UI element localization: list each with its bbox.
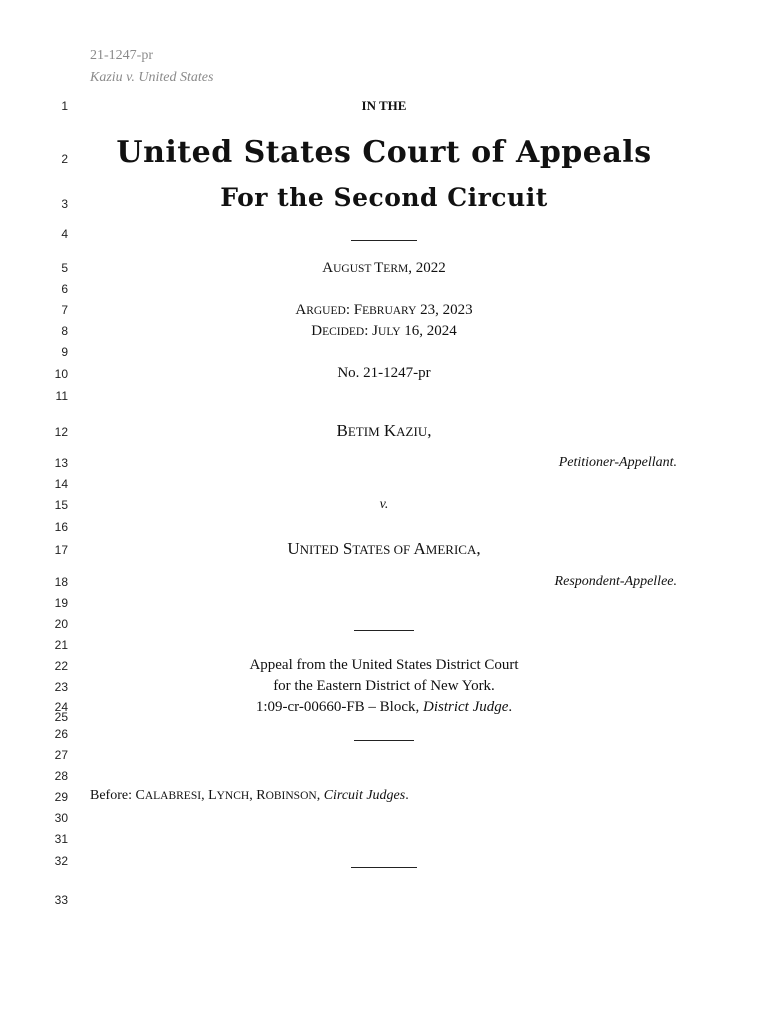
term-line (90, 259, 678, 277)
in-the-label: IN THE (361, 98, 407, 113)
decided-date (90, 322, 678, 340)
line-number: 7 (61, 303, 68, 317)
petitioner-initial: K (379, 421, 397, 440)
district-case-number: 1:09-cr-00660-FB – Block, (255, 699, 424, 715)
line-number: 17 (54, 543, 68, 557)
line-number: 26 (54, 727, 68, 741)
line-number: 6 (61, 282, 68, 296)
line-number: 20 (54, 617, 68, 631)
line-number: 27 (54, 748, 68, 762)
decided-value: 16, 2024 (400, 323, 457, 339)
term-initial: T (374, 260, 384, 276)
running-header-docket: 21-1247-pr (90, 48, 153, 63)
line-number: 9 (61, 345, 68, 359)
respondent-comma: , (476, 539, 481, 558)
petitioner-role: Petitioner-Appellant. (558, 455, 677, 470)
judge-initial: , L (201, 788, 217, 803)
appeal-period: . (508, 699, 513, 715)
panel-period: . (405, 788, 409, 803)
term-text: ERM (383, 263, 409, 275)
argued-initial: A (295, 302, 307, 318)
term-text: UGUST (333, 263, 375, 275)
appeal-line-1: Appeal from the United States District Court (249, 657, 519, 673)
line-number: 11 (55, 389, 68, 403)
term-initial: A (322, 260, 334, 276)
line-number: 21 (54, 638, 68, 652)
circuit-judges-title: Circuit Judges (323, 788, 406, 803)
line-number: 25 (54, 710, 68, 724)
line-number: 5 (61, 261, 68, 275)
line-number: 22 (54, 659, 68, 673)
argued-initial: : F (345, 302, 363, 318)
line-number: 16 (54, 520, 68, 534)
case-number: No. 21-1247-pr (337, 365, 431, 381)
court-name: United States Court of Appeals (116, 135, 652, 170)
argued-text: EBRUARY (362, 305, 417, 317)
argued-value: 23, 2023 (416, 302, 473, 318)
line-number: 10 (54, 367, 68, 381)
respondent-name (90, 539, 678, 559)
judge-separator: , (316, 788, 324, 803)
line-number: 3 (61, 197, 68, 211)
line-number: 12 (54, 425, 68, 439)
line-number: 30 (54, 811, 68, 825)
line-number: 33 (54, 893, 68, 907)
petitioner-initial: B (336, 421, 348, 440)
petitioner-comma: , (427, 421, 432, 440)
before-label: Before: (90, 788, 136, 803)
line-number: 2 (61, 152, 68, 166)
respondent-initial: S (338, 539, 353, 558)
line-number: 18 (54, 575, 68, 589)
petitioner-text: AZIU (396, 424, 428, 439)
line-number: 4 (61, 227, 68, 241)
circuit-name: For the Second Circuit (220, 183, 548, 212)
separator-rule (354, 740, 414, 741)
line-number: 23 (54, 680, 68, 694)
petitioner-text: ETIM (347, 424, 380, 439)
versus: v. (379, 497, 389, 512)
judge-name: YNCH (216, 790, 250, 802)
appeal-line-3 (90, 699, 678, 716)
separator-rule (351, 867, 417, 868)
respondent-initial: A (410, 539, 426, 558)
argued-date (90, 301, 678, 319)
panel-before (90, 788, 409, 804)
judge-name: ALABRESI (144, 790, 202, 802)
petitioner-name (90, 421, 678, 441)
line-number: 28 (54, 769, 68, 783)
line-number: 13 (54, 456, 68, 470)
line-number: 32 (54, 854, 68, 868)
line-number: 1 (61, 99, 68, 113)
respondent-text: MERICA (425, 542, 477, 557)
respondent-role: Respondent-Appellee. (554, 574, 677, 589)
decided-initial: : J (364, 323, 379, 339)
decided-initial: D (311, 323, 323, 339)
separator-rule (351, 240, 417, 241)
decided-text: ULY (378, 326, 401, 338)
judge-initial: , R (249, 788, 266, 803)
decided-text: ECIDED (322, 326, 365, 338)
term-year: , 2022 (408, 260, 446, 276)
argued-text: RGUED (306, 305, 346, 317)
line-number: 31 (54, 832, 68, 846)
appeal-line-2: for the Eastern District of New York. (273, 678, 495, 694)
respondent-text: TATES OF (352, 542, 411, 557)
line-number: 14 (54, 477, 68, 491)
judge-name: OBINSON (265, 790, 317, 802)
respondent-text: NITED (299, 542, 339, 557)
district-judge-title: District Judge (423, 699, 509, 715)
line-number: 29 (54, 790, 68, 804)
respondent-initial: U (287, 539, 300, 558)
line-number: 19 (54, 596, 68, 610)
separator-rule (354, 630, 414, 631)
running-header-caption: Kaziu v. United States (90, 70, 214, 85)
line-number: 8 (61, 324, 68, 338)
line-number: 24 (54, 700, 68, 714)
line-number: 15 (54, 498, 68, 512)
judge-initial: C (135, 788, 145, 803)
